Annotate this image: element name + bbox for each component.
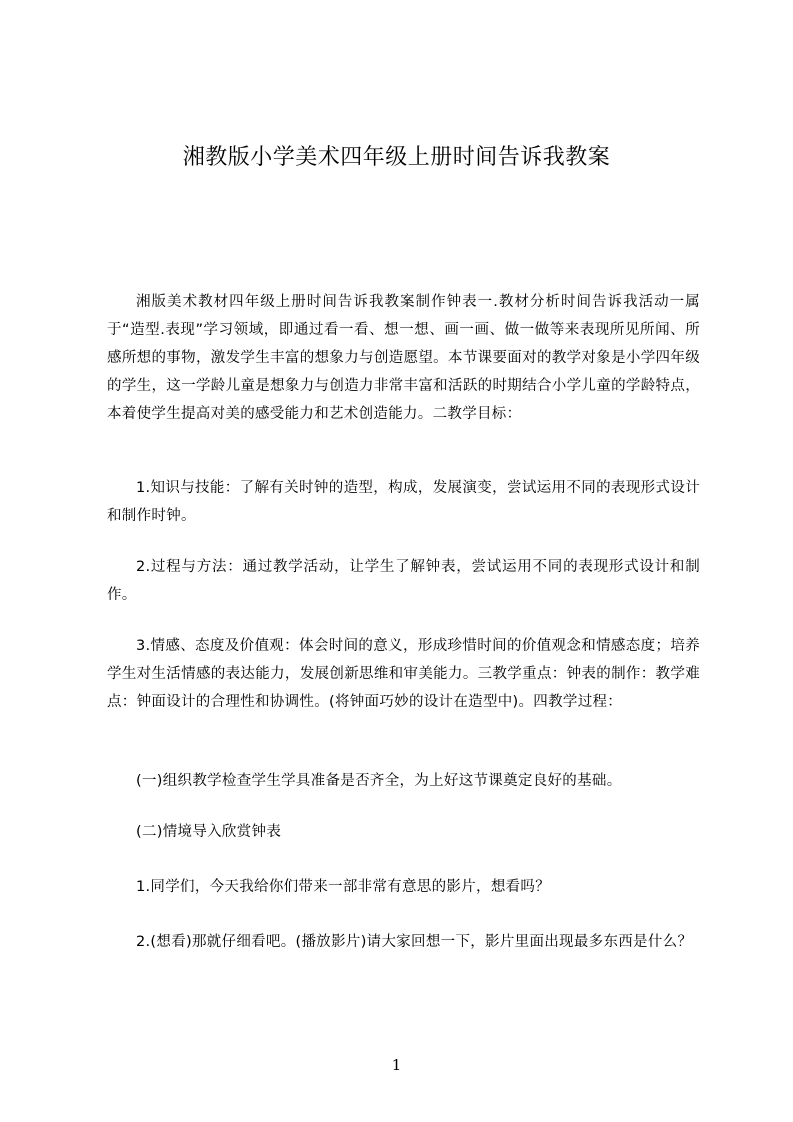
paragraph-step-2: (二)情境导入欣赏钟表 [136,824,282,840]
paragraph-step-1: (一)组织教学检查学生学具准备是否齐全，为上好这节课奠定良好的基础。 [136,773,622,789]
page-number: 1 [391,1056,402,1074]
paragraph-intro: 湘版美术教材四年级上册时间告诉我教案制作钟表一.教材分析时间告诉我活动一属于“造型.表现”学习领域，即通过看一看、想一想、画一画、做一做等来表现所见所闻、所感所想的事物，激发学生丰富的想象力与创造愿望。本节课要面对的教学对象是小学四年级的学生，这一学龄儿童是想象力与创造力非常丰富和活跃的时期结合小学儿童的学龄特点，本着使学生提高对美的感受能力和艺术创造能力。二教学目标： [107,294,700,422]
paragraph-step-2-2: 2.(想看)那就仔细看吧。(播放影片)请大家回想一下，影片里面出现最多东西是什么？ [136,934,693,950]
document-title: 湘教版小学美术四年级上册时间告诉我教案 [182,145,611,170]
paragraph-step-2-1: 1.同学们，今天我给你们带来一部非常有意思的影片，想看吗？ [136,879,551,895]
paragraph-objective-1: 1.知识与技能：了解有关时钟的造型，构成，发展演变，尝试运用不同的表现形式设计和制作时钟。 [107,480,700,524]
paragraph-objective-3: 3.情感、态度及价值观：体会时间的意义，形成珍惜时间的价值观念和情感态度；培养学生对生活情感的表达能力，发展创新思维和审美能力。三教学重点：钟表的制作：教学难点：钟面设计的合理性和协调性。(将钟面巧妙的设计在造型中)。四教学过程： [107,638,700,710]
paragraph-objective-2: 2.过程与方法：通过教学活动，让学生了解钟表，尝试运用不同的表现形式设计和制作。 [107,559,700,603]
